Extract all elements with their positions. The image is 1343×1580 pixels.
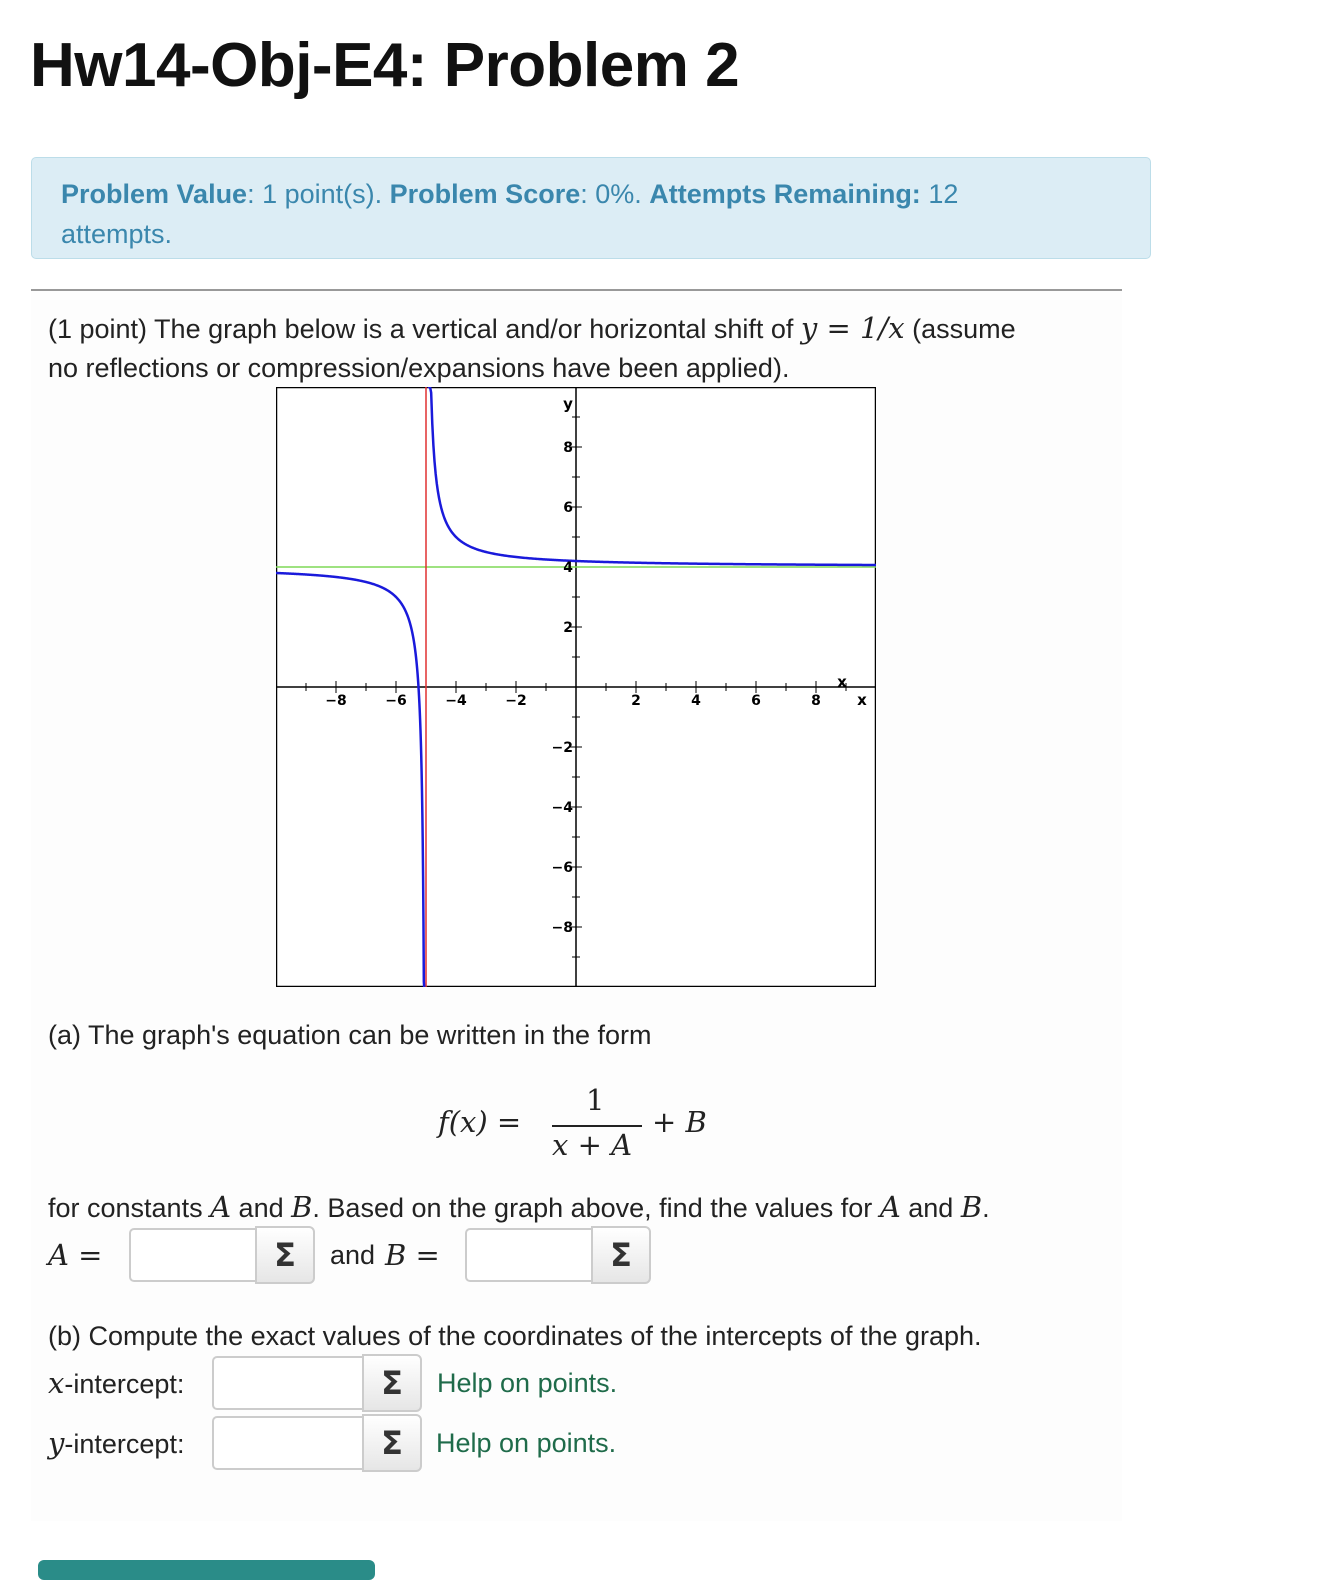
submit-button-partial[interactable] [38, 1560, 375, 1580]
x-tick-label: −2 [505, 693, 527, 709]
y-tick-label: −8 [551, 920, 573, 936]
answer-and-label: and [330, 1240, 376, 1270]
constants-text-1: for constants [48, 1193, 211, 1223]
formula-lhs: f(x) = [438, 1105, 522, 1139]
problem-value-label: Problem Value [61, 179, 248, 209]
y-tick-label: 2 [563, 620, 573, 636]
x-axis-label: x [857, 691, 867, 709]
constants-text-3: . [982, 1193, 990, 1223]
attempts-remaining-text: 12 [920, 179, 959, 209]
y-intercept-label [48, 1423, 184, 1464]
page-title: Hw14-Obj-E4: Problem 2 [30, 31, 740, 100]
formula-numerator: 1 [586, 1083, 605, 1117]
y-intercept-var: y [48, 1426, 65, 1460]
answer-b-label: B = [385, 1238, 440, 1272]
equation-editor-y-intercept-button[interactable] [362, 1414, 422, 1472]
x-intercept-input[interactable] [212, 1356, 364, 1410]
equation-editor-a-button[interactable] [255, 1226, 315, 1284]
x-intercept-label [48, 1363, 184, 1404]
part-a-text: (a) The graph's equation can be written in the form [48, 1020, 652, 1050]
answer-a-input[interactable] [129, 1228, 257, 1282]
equation-editor-x-intercept-button[interactable] [362, 1354, 422, 1412]
intro-text-start: (1 point) The graph below is a vertical and/or horizontal shift of [48, 314, 801, 344]
sigma-icon: Σ [381, 1364, 403, 1402]
y-tick-label: 8 [563, 440, 573, 456]
help-on-points-link-y[interactable]: Help on points. [436, 1428, 617, 1458]
problem-intro-line-2: no reflections or compression/expansions have been applied). [48, 353, 790, 383]
var-a: A [210, 1190, 232, 1224]
y-tick-label: 6 [563, 500, 573, 516]
answer-a-label: A = [48, 1238, 103, 1272]
attempts-remaining-label: Attempts Remaining: [649, 179, 921, 209]
equation-editor-b-button[interactable] [591, 1226, 651, 1284]
y-tick-label: −2 [551, 740, 573, 756]
x-tick-label: −6 [385, 693, 407, 709]
x-tick-label: −4 [445, 693, 467, 709]
y-intercept-input[interactable] [212, 1416, 364, 1470]
x-tick-label: −8 [325, 693, 347, 709]
constants-and-2: and [900, 1193, 961, 1223]
formula-rhs: + B [652, 1105, 707, 1139]
y-tick-label: −4 [551, 800, 573, 816]
intro-text-end: (assume [904, 314, 1016, 344]
problem-value-text: : 1 point(s). [247, 179, 383, 209]
var-b-2: B [960, 1190, 983, 1224]
formula-denominator: x + A [552, 1128, 633, 1162]
constants-and-1: and [231, 1193, 292, 1223]
function-graph [276, 387, 876, 987]
part-b-text: (b) Compute the exact values of the coordinates of the intercepts of the graph. [48, 1321, 982, 1351]
problem-score-text: : 0%. [580, 179, 642, 209]
info-line-1 [61, 174, 1121, 214]
x-tick-label: 4 [691, 693, 701, 709]
x-tick-label: 6 [751, 693, 761, 709]
problem-score-label: Problem Score [389, 179, 581, 209]
constants-text-2: . Based on the graph above, find the values for [312, 1193, 880, 1223]
y-intercept-text: -intercept: [64, 1429, 185, 1459]
x-intercept-var: x [48, 1366, 65, 1400]
problem-intro-line-1 [48, 308, 1016, 349]
var-b: B [291, 1190, 313, 1224]
sigma-icon: Σ [610, 1236, 632, 1274]
help-on-points-link-x[interactable]: Help on points. [437, 1368, 618, 1398]
constants-sentence [48, 1187, 990, 1228]
x-tick-label: 8 [811, 693, 821, 709]
x-axis-label-marker: x [837, 673, 847, 691]
x-tick-label: 2 [631, 693, 641, 709]
answer-b-input[interactable] [465, 1228, 593, 1282]
formula [438, 1080, 738, 1170]
var-a-2: A [879, 1190, 901, 1224]
problem-info-panel [31, 157, 1151, 259]
x-intercept-text: -intercept: [64, 1369, 185, 1399]
y-tick-label: 4 [563, 560, 573, 576]
sigma-icon: Σ [274, 1236, 296, 1274]
intro-math: y = 1/x [800, 311, 905, 345]
sigma-icon: Σ [381, 1424, 403, 1462]
y-axis-label: y [563, 395, 573, 413]
y-tick-label: −6 [551, 860, 573, 876]
info-line-2: attempts. [61, 219, 173, 249]
